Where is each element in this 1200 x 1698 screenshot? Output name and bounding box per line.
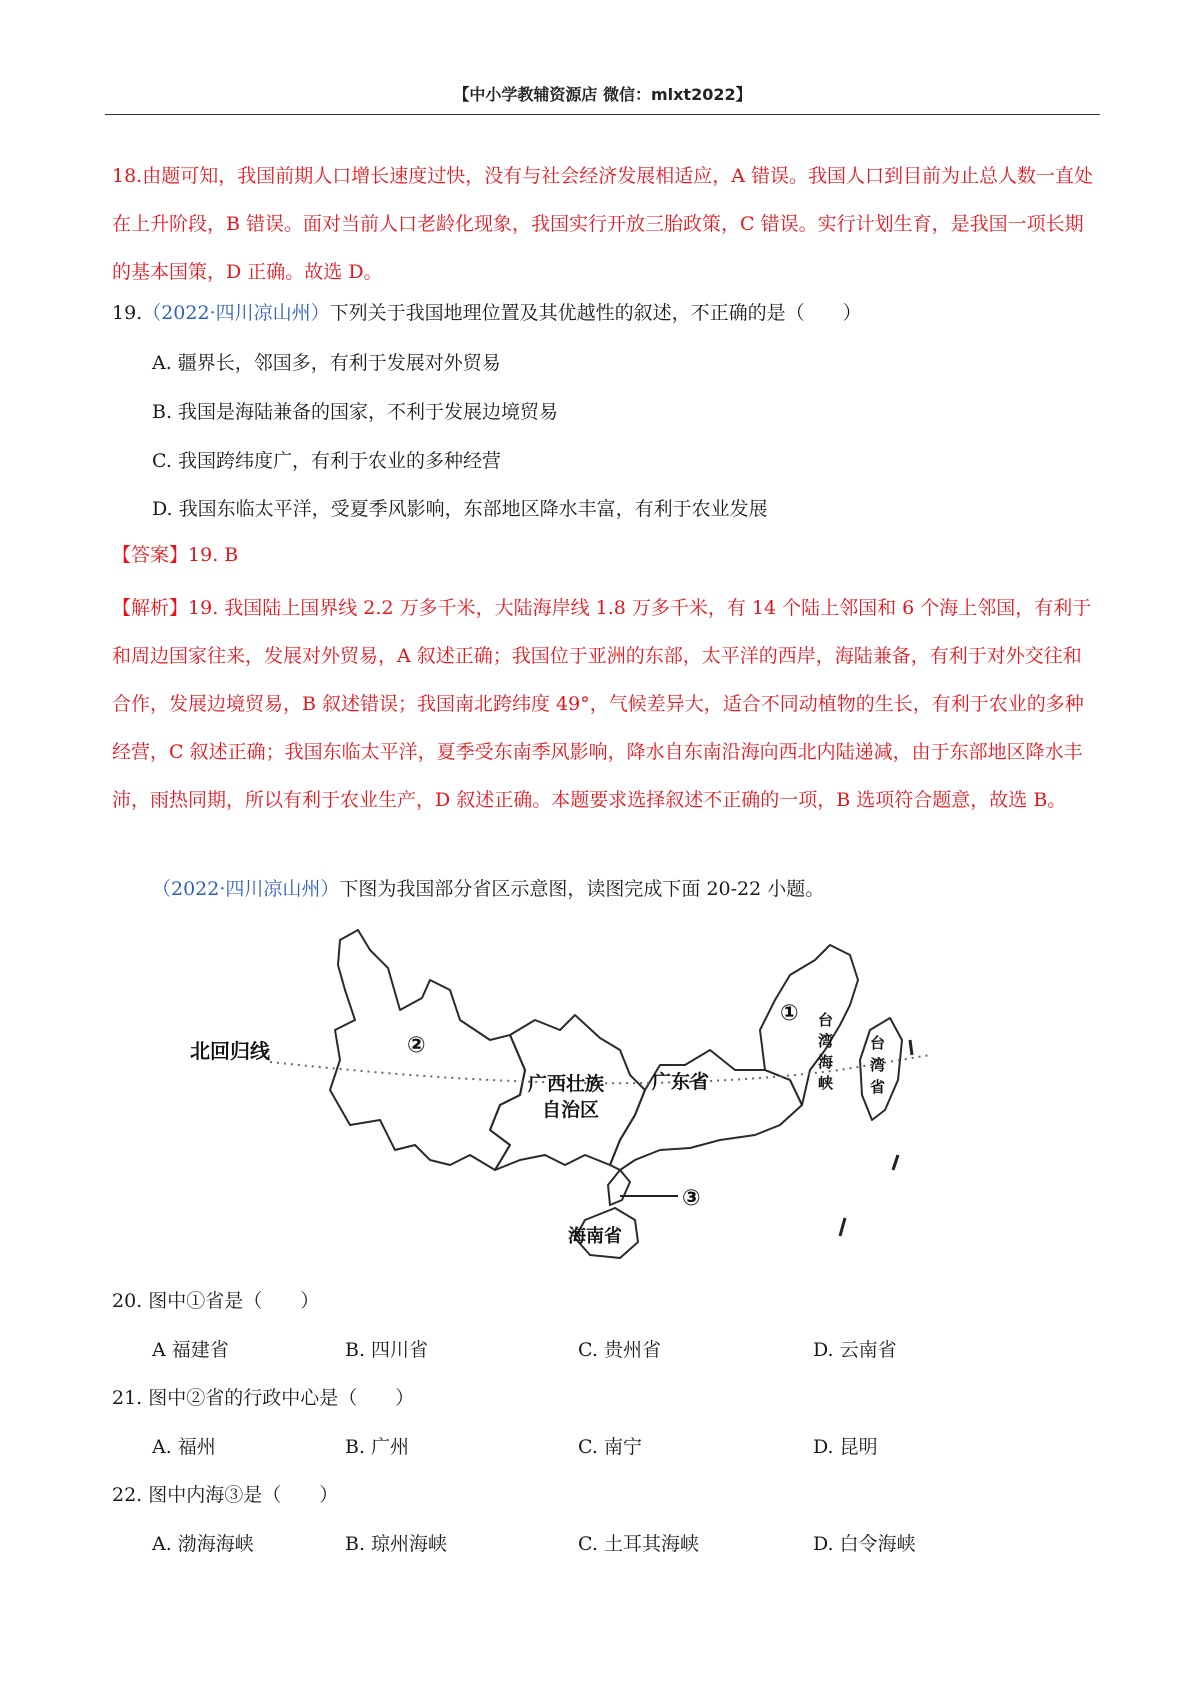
q21-stem: 21. 图中②省的行政中心是（ ） bbox=[112, 1387, 415, 1409]
q18-explanation: 18.由题可知，我国前期人口增长速度过快，没有与社会经济发展相适应，A 错误。我国人口到目前为止总人数一直处在上升阶段，B 错误。面对当前人口老龄化现象，我国实行开放三胎政策，C 错误。实行计划生育，是我国一项长期的基本国策，D 正确。故选 D。 bbox=[112, 165, 1093, 283]
group-text: 下图为我国部分省区示意图，读图完成下面 20-22 小题。 bbox=[339, 878, 825, 900]
q22-option-c: C. 土耳其海峡 bbox=[578, 1533, 699, 1555]
label-strait-char-4: 峡 bbox=[818, 1074, 834, 1092]
group-source: （2022·四川凉山州） bbox=[152, 878, 340, 900]
label-strait-3: ③ bbox=[682, 1186, 701, 1211]
q20-stem: 20. 图中①省是（ ） bbox=[112, 1290, 320, 1312]
q20-option-a: A 福建省 bbox=[152, 1339, 229, 1361]
q20-option-b: B. 四川省 bbox=[345, 1339, 429, 1361]
q22-stem: 22. 图中内海③是（ ） bbox=[112, 1484, 339, 1506]
q19-option-b: B. 我国是海陆兼备的国家，不利于发展边境贸易 bbox=[152, 401, 559, 423]
province-1-outline bbox=[760, 945, 858, 1105]
q19-option-c: C. 我国跨纬度广，有利于农业的多种经营 bbox=[152, 450, 501, 472]
label-tropic: 北回归线 bbox=[190, 1039, 270, 1063]
q22-option-d: D. 白令海峡 bbox=[813, 1533, 916, 1555]
q19-text: 下列关于我国地理位置及其优越性的叙述，不正确的是（ ） bbox=[329, 302, 862, 324]
q19-stem bbox=[112, 298, 862, 325]
q19-number: 19. bbox=[112, 302, 143, 324]
header-rule bbox=[105, 114, 1100, 115]
q22-option-a: A. 渤海海峡 bbox=[152, 1533, 254, 1555]
q19-option-a: A. 疆界长，邻国多，有利于发展对外贸易 bbox=[152, 352, 501, 374]
label-taiwan-char-2: 湾 bbox=[870, 1056, 886, 1074]
q19-answer bbox=[112, 540, 238, 567]
label-strait-char-2: 湾 bbox=[818, 1032, 834, 1050]
q21-option-b: B. 广州 bbox=[345, 1436, 410, 1458]
q19-explanation bbox=[112, 584, 1097, 824]
guangdong-outline bbox=[610, 1050, 802, 1170]
q21-option-a: A. 福州 bbox=[152, 1436, 216, 1458]
label-hainan: 海南省 bbox=[568, 1226, 622, 1247]
label-taiwan-char-3: 省 bbox=[870, 1078, 886, 1096]
label-province-2: ② bbox=[407, 1033, 426, 1058]
page-header: 【中小学教辅资源店 微信：mlxt2022】 bbox=[453, 85, 752, 104]
q22-option-b: B. 琼州海峡 bbox=[345, 1533, 448, 1555]
label-guangxi-1: 广西壮族 bbox=[528, 1073, 605, 1095]
q21-option-d: D. 昆明 bbox=[813, 1436, 878, 1458]
label-taiwan-char-1: 台 bbox=[870, 1034, 886, 1052]
explanation-tag: 【解析】 bbox=[112, 597, 189, 619]
province-map bbox=[190, 920, 1020, 1260]
answer-tag: 【答案】 bbox=[112, 544, 189, 566]
leizhou-outline bbox=[608, 1170, 630, 1205]
q21-option-c: C. 南宁 bbox=[578, 1436, 642, 1458]
label-guangxi-2: 自治区 bbox=[542, 1099, 600, 1121]
q20-option-d: D. 云南省 bbox=[813, 1339, 897, 1361]
label-guangdong: 广东省 bbox=[652, 1071, 710, 1093]
q19-option-d: D. 我国东临太平洋，受夏季风影响，东部地区降水丰富，有利于农业发展 bbox=[152, 498, 768, 520]
label-province-1: ① bbox=[780, 1001, 799, 1026]
label-strait-char-3: 海 bbox=[818, 1053, 834, 1071]
label-strait-char-1: 台 bbox=[818, 1011, 834, 1029]
group-intro bbox=[152, 874, 824, 901]
q20-option-c: C. 贵州省 bbox=[578, 1339, 661, 1361]
q19-source: （2022·四川凉山州） bbox=[142, 302, 330, 324]
explanation-text: 19. 我国陆上国界线 2.2 万多千米，大陆海岸线 1.8 万多千米，有 14 个陆上邻国和 6 个海上邻国，有利于和周边国家往来，发展对外贸易，A 叙述正确；我国位于亚洲的东部，太平洋的西岸，海陆兼备，有利于对外交往和合作，发展边境贸易，B 叙述错误；我国南北跨纬度 49°，气候差异大，适合不同动植物的生长，有利于农业的多种经营，C 叙述正确；我国东临太平洋，夏季受东南季风影响，降水自东南沿海向西北内陆递减，由于东部地区降水丰沛，雨热同期，所以有利于农业生产，D 叙述正确。本题要求选择叙述不正确的一项，B 选项符合题意，故选 B。 bbox=[112, 597, 1092, 811]
answer-value: 19. B bbox=[188, 544, 239, 566]
